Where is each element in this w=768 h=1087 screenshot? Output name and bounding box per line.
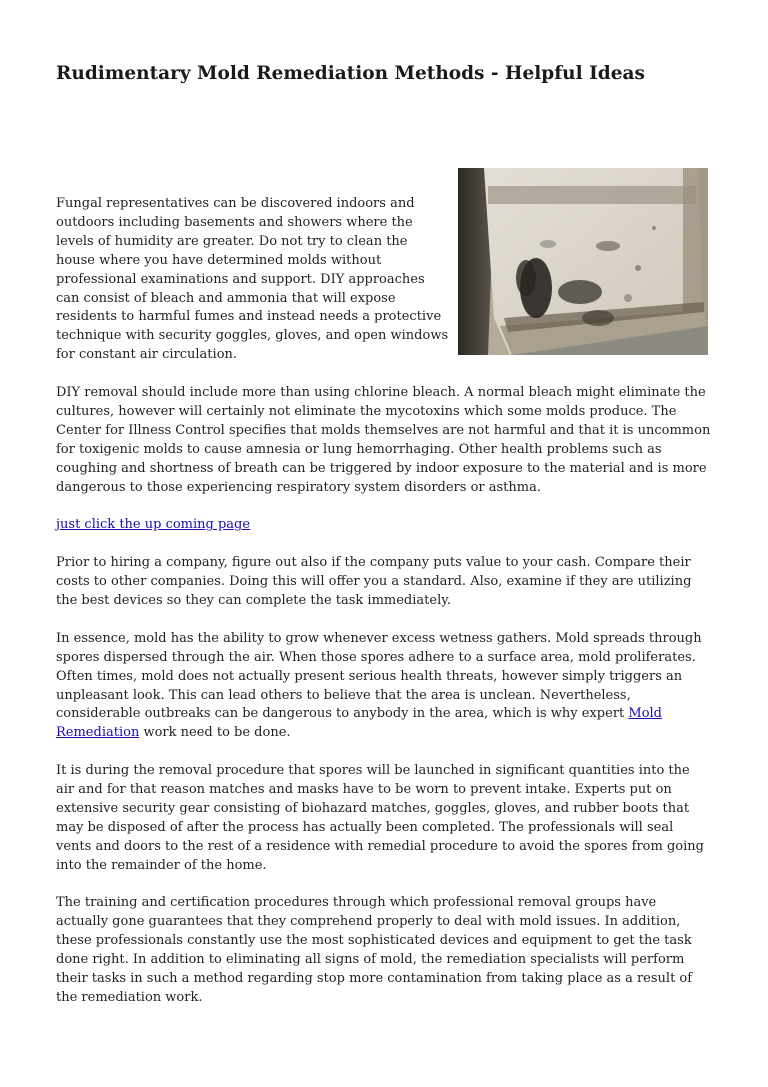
mold-wall-image <box>458 168 708 355</box>
paragraph-intro: Fungal representatives can be discovered indoors and outdoors including basements and showers where the levels of humidity are greater. Do not try to clean the house where you have determined molds without professional examinations and support. DIY approaches can consist of bleach and ammonia that will expose residents to harmful fumes and instead needs a protective technique with security goggles, gloves, and open windows for constant air circulation. <box>56 196 449 363</box>
paragraph-removal-procedure: It is during the removal procedure that spores will be launched in significant quantities into the air and for that reason matches and masks have to be worn to prevent intake. Experts put on extensive security gear consisting of biohazard matches, goggles, gloves, and rubber boots that may be disposed of after the process has actually been completed. The professionals will seal vents and doors to the rest of a residence with remedial procedure to avoid the spores from going into the remainder of the home. <box>56 763 704 873</box>
paragraph-diy-removal: DIY removal should include more than using chlorine bleach. A normal bleach might eliminate the cultures, however will certainly not eliminate the mycotoxins which some molds produce. The Center for Illness Control specifies that molds themselves are not harmful and that it is uncommon for toxigenic molds to cause amnesia or lung hemorrhaging. Other health problems such as coughing and shortness of breath can be triggered by indoor exposure to the material and is more dangerous to those experiencing respiratory system disorders or asthma. <box>56 385 711 495</box>
paragraph-mold-growth-text: In essence, mold has the ability to grow whenever excess wetness gathers. Mold spreads through spores dispersed through the air. When those spores adhere to a surface area, mold proliferates. Often times, mold does not actually present serious health threats, however simply triggers an unpleasant look. This can lead others to believe that the area is unclean. Nevertheless, considerable outbreaks can be dangerous to anybody in the area, which is why expert <box>56 630 702 722</box>
link-paragraph <box>56 516 711 535</box>
paragraph-hiring: Prior to hiring a company, figure out also if the company puts value to your cash. Compare their costs to other companies. Doing this will offer you a standard. Also, examine if they are utilizing the best devices so they can complete the task immediately. <box>56 555 692 608</box>
article-body <box>56 195 711 1027</box>
up-coming-page-link[interactable]: just click the up coming page <box>56 517 251 533</box>
paragraph-mold-growth-tail: work need to be done. <box>139 725 291 741</box>
mold-wall-photo <box>458 168 708 355</box>
page-title: Rudimentary Mold Remediation Methods - Helpful Ideas <box>56 63 645 84</box>
paragraph-mold-growth <box>56 630 711 743</box>
mold-remediation-link[interactable]: Mold Remediation <box>56 706 663 741</box>
paragraph-training: The training and certification procedures through which professional removal groups have actually gone guarantees that they comprehend properly to deal with mold issues. In addition, these professionals constantly use the most sophisticated devices and equipment to get the task done right. In addition to eliminating all signs of mold, the remediation specialists will perform their tasks in such a method regarding stop more contamination from taking place as a result of the remediation work. <box>56 895 693 1005</box>
